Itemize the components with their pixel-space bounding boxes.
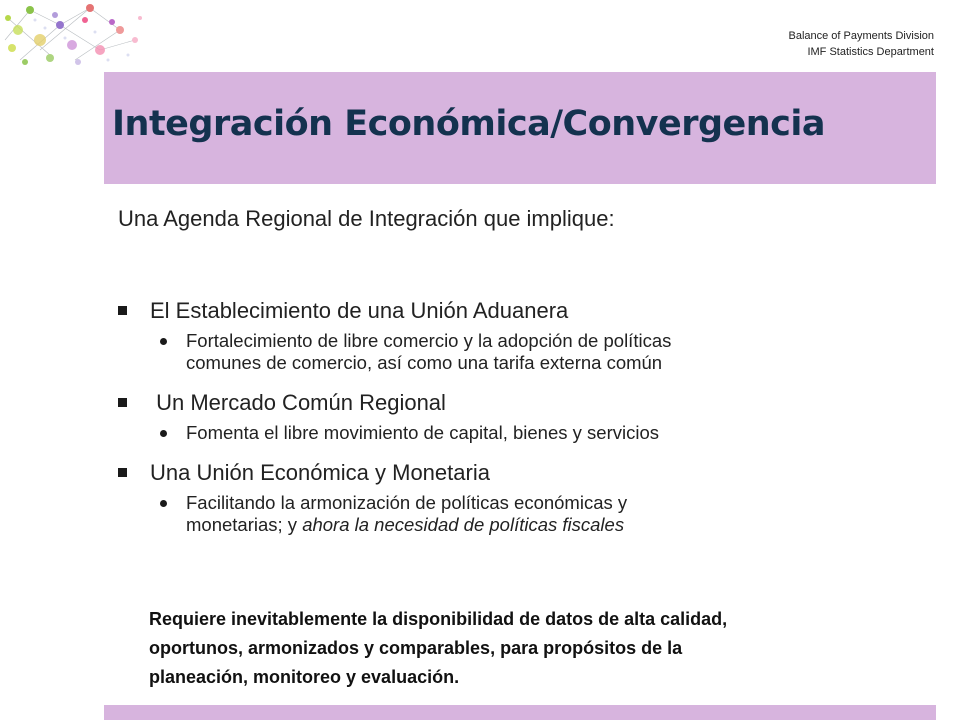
note-line: Requiere inevitablemente la disponibilidad de datos de alta calidad, (149, 609, 728, 629)
dot-bullet-icon (160, 430, 167, 437)
division-line: Balance of Payments Division (788, 30, 934, 42)
sub-bullet-plain: monetarias; y (186, 514, 303, 535)
intro-text: Una Agenda Regional de Integración que implique: (118, 206, 615, 231)
bullet-list (116, 296, 916, 536)
bullet-label: Un Mercado Común Regional (150, 390, 446, 415)
sub-bullet-monetary-union (116, 492, 916, 536)
bullet-monetary-union (116, 458, 916, 488)
note-line: oportunos, armonizados y comparables, para propósitos de la (149, 638, 683, 658)
network-logo (0, 0, 150, 72)
bullet-label: Una Unión Económica y Monetaria (150, 460, 490, 485)
sub-bullet-text: Fortalecimiento de libre comercio y la adopción de políticas (186, 330, 672, 351)
dot-bullet-icon (160, 500, 167, 507)
requirement-note (149, 605, 939, 692)
square-bullet-icon (118, 468, 127, 477)
sub-bullet-text: Facilitando la armonización de políticas económicas y (186, 492, 628, 513)
sub-bullet-text: comunes de comercio, así como una tarifa externa común (186, 352, 663, 373)
bottom-band (104, 705, 936, 720)
note-line: planeación, monitoreo y evaluación. (149, 667, 460, 687)
sub-bullet-customs-union (116, 330, 916, 374)
bullet-common-market (116, 388, 916, 418)
department-label (788, 28, 934, 60)
department-line: IMF Statistics Department (807, 46, 934, 58)
sub-bullet-italic: ahora la necesidad de políticas fiscales (302, 514, 625, 535)
square-bullet-icon (118, 398, 127, 407)
square-bullet-icon (118, 306, 127, 315)
sub-bullet-text-line (186, 514, 916, 536)
slide-title: Integración Económica/Convergencia (112, 104, 826, 144)
dot-bullet-icon (160, 338, 167, 345)
bullet-customs-union (116, 296, 916, 326)
sub-bullet-text: Fomenta el libre movimiento de capital, bienes y servicios (186, 422, 659, 443)
sub-bullet-common-market (116, 422, 916, 444)
bullet-label: El Establecimiento de una Unión Aduanera (150, 298, 569, 323)
